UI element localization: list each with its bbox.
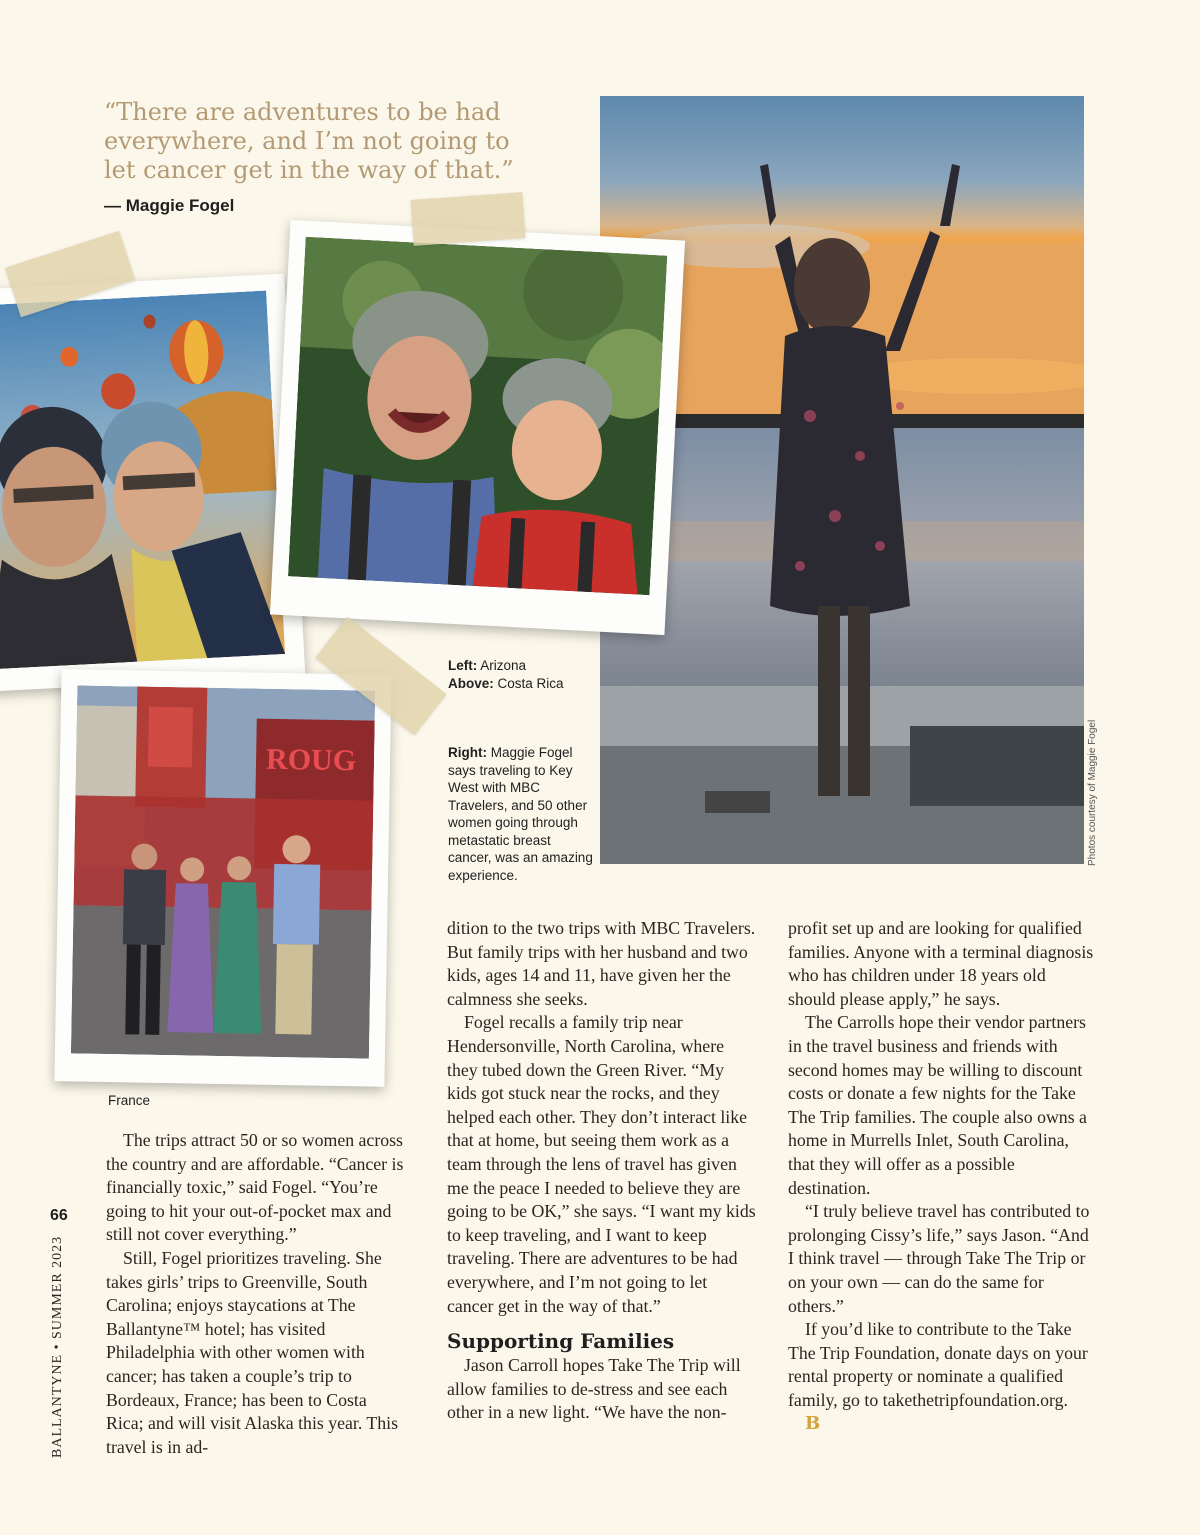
caption-above-text: Costa Rica (497, 675, 564, 691)
caption-right (448, 744, 596, 884)
caption-left-text: Arizona (480, 658, 527, 673)
section-subhead: Supporting Families (447, 1329, 675, 1354)
page-number: 66 (50, 1207, 68, 1224)
photo-france (71, 685, 375, 1058)
caption-france: France (108, 1093, 151, 1108)
end-mark-logo: B (805, 1413, 821, 1435)
caption-above-label: Above: (448, 675, 494, 691)
photo-credit: Photos courtesy of Maggie Fogel (1087, 719, 1098, 866)
tape-costa-rica (411, 192, 526, 246)
column3-paragraph: The Carrolls hope their vendor partners in the travel business and friends with second homes may be willing to discount costs or donate a few nights for the Take The Trip families. The couple also owns a home in Murrells Inlet, South Carolina, that they will offer as a possible destination. (788, 1012, 1087, 1198)
costa-rica-helmets-image (288, 237, 667, 595)
polaroid-costa-rica (270, 220, 685, 635)
column1-paragraph: The trips attract 50 or so women across the country and are affordable. “Cancer is financially toxic,” said Fogel. “You’re going to hit your out-of-pocket max and still not cover everything.” (106, 1130, 404, 1245)
column2-paragraph: Jason Carroll hopes Take The Trip will allow families to de-stress and see each other in a new light. “We have the non- (447, 1355, 741, 1423)
body-column-2 (447, 917, 757, 1425)
body-column-3 (788, 917, 1094, 1436)
polaroid-arizona (0, 274, 305, 693)
column3-paragraph: “I truly believe travel has contributed to prolonging Cissy’s life,” says Jason. “And I think travel — through Take The Trip or on your own — can do the same for others.” (788, 1201, 1090, 1316)
svg-text:ROUG: ROUG (265, 742, 357, 778)
column2-paragraph: dition to the two trips with MBC Travelers. But family trips with her husband and two kids, ages 14 and 11, have given her the calmness she seeks. (447, 918, 756, 1009)
photo-costa-rica (288, 237, 667, 595)
polaroid-france (54, 669, 391, 1087)
caption-right-label: Right: (448, 745, 487, 760)
key-west-sunset-image (600, 96, 1084, 864)
column2-paragraph: Fogel recalls a family trip near Hendersonville, North Carolina, where they tubed down the Green River. “My kids got stuck near the rocks, and they helped each other. They don’t interact like that at home, but seeing them work as a team through the lens of travel has given me the peace I needed to believe they are going to be OK,” she says. “I want my kids to keep traveling, and I want to keep traveling. There are adventures to be had everywhere, and I’m not going to let cancer get in the way of that.” (447, 1012, 756, 1316)
column3-paragraph: profit set up and are looking for qualified families. Anyone with a terminal diagnosis who has children under 18 years old should please apply,” he says. (788, 918, 1094, 1009)
column3-paragraph (788, 1318, 1094, 1436)
caption-right-text: Maggie Fogel says traveling to Key West with MBC Travelers, and 50 other women going through metastatic breast cancer, was an amazing experience. (448, 745, 593, 883)
caption-left-above (448, 657, 588, 692)
running-footer: BALLANTYNE • SUMMER 2023 (50, 1235, 65, 1458)
france-moulin-rouge-image (71, 685, 375, 1058)
closing-paragraph-text: If you’d like to contribute to the Take The Trip Foundation, donate days on your rental property or nominate a qualified family, go to takethetripfoundation.org. (788, 1319, 1088, 1410)
arizona-balloons-image (0, 290, 285, 669)
photo-key-west (600, 96, 1084, 864)
body-column-1 (106, 1129, 408, 1459)
pull-quote: “There are adventures to be had everywhere, and I’m not going to let cancer get in the way of that.” (104, 98, 514, 184)
caption-left-label: Left: (448, 658, 478, 673)
photo-arizona (0, 290, 285, 669)
column1-paragraph: Still, Fogel prioritizes traveling. She takes girls’ trips to Greenville, South Carolina; enjoys staycations at The Ballantyne™ hotel; has visited Philadelphia with other women with cancer; has taken a couple’s trip to Bordeaux, France; has been to Costa Rica; and will visit Alaska this year. This travel is in ad- (106, 1247, 399, 1457)
pull-quote-attribution: — Maggie Fogel (104, 196, 235, 215)
